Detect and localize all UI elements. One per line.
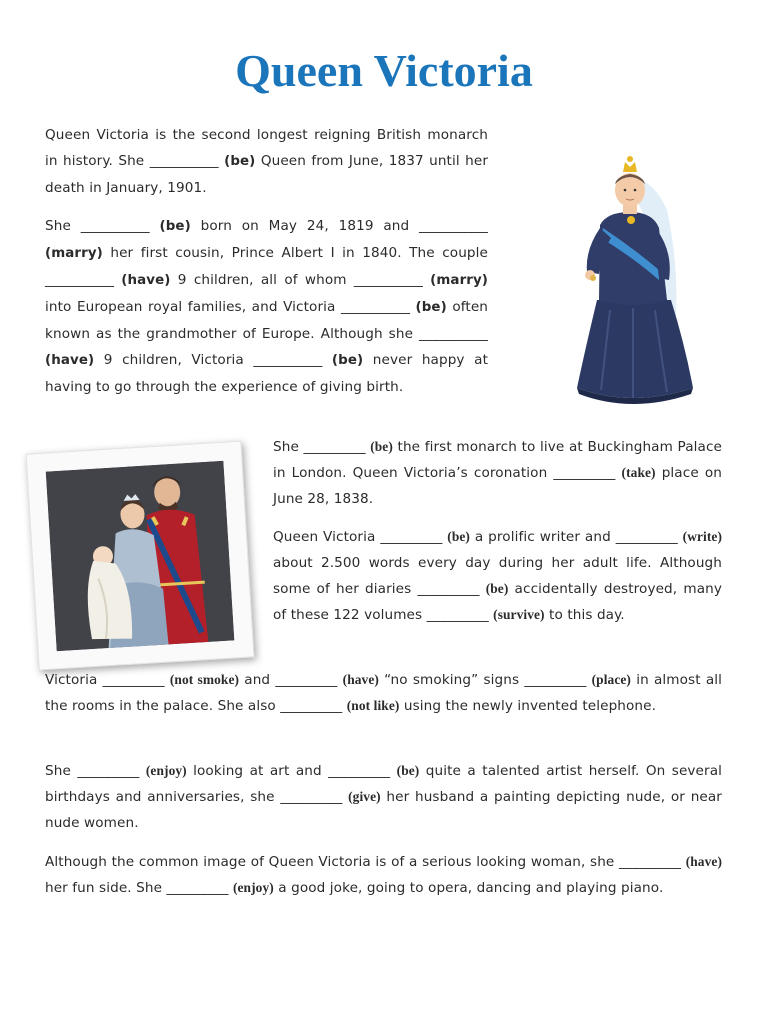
verb-hint: (be)	[415, 300, 447, 315]
royal-family-painting	[46, 461, 235, 652]
text: 9 children, Victoria	[94, 352, 254, 368]
royal-family-photo	[26, 441, 255, 671]
blank: _________	[380, 529, 443, 545]
blank: _________	[102, 672, 165, 688]
blank: _________	[328, 763, 391, 779]
verb-hint: (have)	[121, 273, 171, 288]
blank: _________	[619, 854, 682, 870]
blank: _________	[417, 581, 480, 597]
text: her fun side. She	[45, 880, 167, 896]
blank: __________	[80, 218, 150, 234]
blank: _________	[303, 439, 366, 455]
text: never happy at having to go through the experience of giving birth.	[45, 352, 488, 395]
blank: __________	[353, 272, 423, 288]
blank: _________	[615, 529, 678, 545]
text: quite a talented artist herself. On several birthdays and anniversaries, she	[45, 763, 723, 805]
verb-hint: (survive)	[493, 607, 545, 622]
blank: _________	[280, 789, 343, 805]
paragraph-4	[273, 524, 722, 628]
blank: _________	[426, 607, 489, 623]
verb-hint: (be)	[159, 219, 191, 234]
verb-hint: (place)	[591, 672, 631, 687]
text: using the newly invented telephone.	[399, 698, 657, 714]
paragraph-5	[45, 667, 722, 719]
verb-hint: (marry)	[430, 273, 489, 288]
verb-hint: (enjoy)	[145, 763, 187, 778]
verb-hint: (be)	[485, 581, 509, 596]
text: She	[45, 763, 78, 779]
text: Although the common image of Queen Victoria is of a serious looking woman, she	[45, 854, 619, 870]
text: Queen Victoria is the second longest reigning British monarch in history. She	[45, 127, 488, 169]
text: her husband a painting depicting nude, or near nude women.	[45, 789, 722, 831]
verb-hint: (give)	[348, 789, 381, 804]
text: and	[239, 672, 276, 688]
text: in almost all the rooms in the palace. She also	[45, 672, 723, 714]
verb-hint: (be)	[396, 763, 420, 778]
verb-hint: (have)	[342, 672, 379, 687]
verb-hint: (be)	[447, 529, 470, 544]
paragraph-2	[45, 213, 488, 400]
text: She	[45, 218, 81, 234]
text: a prolific writer and	[470, 529, 616, 545]
verb-hint: (take)	[621, 465, 656, 480]
paragraph-7	[45, 849, 722, 901]
verb-hint: (have)	[685, 854, 723, 869]
blank: __________	[45, 272, 114, 288]
text: born on May 24, 1819 and	[190, 218, 420, 234]
blank: __________	[419, 218, 489, 234]
text: about 2.500 words every day during her adult life. Although some of her diaries	[273, 555, 722, 597]
verb-hint: (be)	[370, 439, 393, 454]
paragraph-6	[45, 758, 722, 836]
verb-hint: (be)	[331, 353, 364, 368]
text: the first monarch to live at Buckingham Palace in London. Queen Victoria’s coronation	[273, 439, 722, 481]
verb-hint: (have)	[45, 353, 95, 368]
text: her first cousin, Prince Albert I in 1840. The couple	[102, 245, 488, 261]
text: looking at art and	[186, 763, 329, 779]
blank: _________	[553, 465, 616, 481]
page-title: Queen Victoria	[235, 45, 533, 96]
text: Queen from June, 1837 until her death in January, 1901.	[45, 153, 489, 196]
queen-victoria-illustration	[555, 150, 710, 410]
blank: __________	[419, 326, 488, 342]
verb-hint: (not smoke)	[169, 672, 240, 687]
text: a good joke, going to opera, dancing and playing piano.	[273, 880, 664, 896]
verb-hint: (marry)	[45, 246, 103, 261]
verb-hint: (be)	[224, 154, 256, 169]
text: Victoria	[45, 672, 103, 688]
verb-hint: (enjoy)	[232, 880, 274, 895]
paragraph-3	[273, 434, 722, 512]
blank: __________	[149, 153, 219, 169]
blank: _________	[77, 763, 140, 779]
blank: _________	[524, 672, 587, 688]
text: often known as the grandmother of Europe. Although she	[45, 299, 489, 342]
paragraph-1	[45, 122, 488, 201]
text: “no smoking” signs	[378, 672, 525, 688]
blank: __________	[253, 352, 323, 368]
text: into European royal families, and Victoria	[45, 299, 341, 315]
text: accidentally destroyed, many of these 122 volumes	[273, 581, 722, 623]
text: place on June 28, 1838.	[273, 465, 722, 507]
verb-hint: (write)	[682, 529, 723, 544]
text: 9 children, all of whom	[170, 272, 354, 288]
blank: __________	[341, 299, 410, 315]
text: Queen Victoria	[273, 529, 381, 545]
blank: _________	[280, 698, 343, 714]
text: She	[273, 439, 304, 455]
blank: _________	[275, 672, 338, 688]
verb-hint: (not like)	[346, 698, 400, 713]
blank: _________	[166, 880, 229, 896]
text: to this day.	[544, 607, 625, 623]
